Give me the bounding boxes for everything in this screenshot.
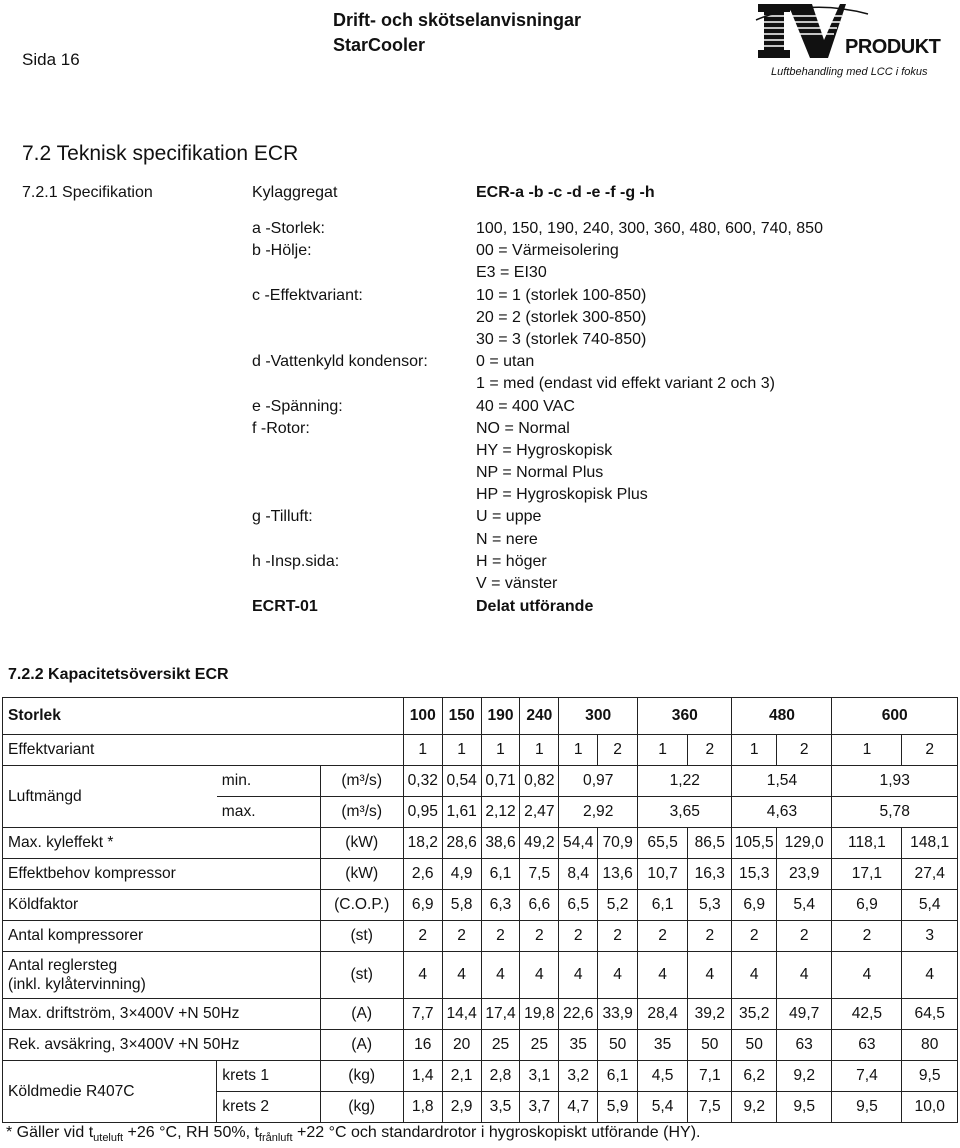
spec-row [252,440,823,462]
spec-value: 10 = 1 (storlek 100-850) [476,286,647,304]
table-cell: 63 [832,1030,902,1061]
table-cell: 2,8 [481,1061,520,1092]
table-cell: (m³/s) [320,766,403,797]
row-label: Max. kyleffekt * [3,828,321,859]
table-cell: 2 [902,735,958,766]
table-cell: 64,5 [902,999,958,1030]
table-cell: 5,9 [598,1092,638,1123]
document-title-line2: StarCooler [333,35,426,55]
table-cell: 1 [732,735,776,766]
table-cell: (st) [320,921,403,952]
table-cell: 42,5 [832,999,902,1030]
table-cell: 9,5 [832,1092,902,1123]
table-cell: 0,82 [520,766,559,797]
table-cell: 39,2 [688,999,732,1030]
table-cell: min. [217,766,320,797]
table-cell: 5,4 [776,890,832,921]
spec-row [252,506,823,528]
table-cell: (kg) [320,1061,403,1092]
table-cell: 2 [832,921,902,952]
table-cell: 16,3 [688,859,732,890]
table-cell: 600 [832,698,958,735]
spec-key [252,373,476,395]
table-cell: 33,9 [598,999,638,1030]
table-cell: 4,5 [638,1061,688,1092]
table-cell: 105,5 [732,828,776,859]
spec-key [252,262,476,284]
table-cell: 0,32 [403,766,442,797]
table-cell: 35 [638,1030,688,1061]
table-cell: 9,5 [902,1061,958,1092]
table-cell: 50 [598,1030,638,1061]
subsection-title: 7.2.1 Specifikation [22,184,153,201]
spec-key: e -Spänning: [252,397,343,415]
table-cell: 2,1 [442,1061,481,1092]
table-cell: 35,2 [732,999,776,1030]
table-cell: 38,6 [481,828,520,859]
table-row [3,859,958,890]
table-cell: 65,5 [638,828,688,859]
table-cell: 1,93 [832,766,958,797]
table-cell: 2,9 [442,1092,481,1123]
spec-value: E3 = EI30 [476,264,547,282]
table-cell: 0,97 [559,766,638,797]
spec-row [252,285,823,307]
table-cell: 3,2 [559,1061,598,1092]
spec-value: N = nere [476,530,538,548]
spec-key [252,440,476,462]
spec-value: 1 = med (endast vid effekt variant 2 och 3) [476,375,775,393]
table-row [3,952,958,999]
spec-row [252,484,823,506]
table-cell: 2 [776,735,832,766]
table-cell: 2,12 [481,797,520,828]
table-cell: 2 [638,921,688,952]
table-cell: 1 [638,735,688,766]
table-row [3,1061,958,1092]
spec-key [252,573,476,595]
table-cell: 4 [559,952,598,999]
capacity-table [2,697,958,1123]
spec-row [252,573,823,595]
table-cell: 4 [776,952,832,999]
table-cell: 7,7 [403,999,442,1030]
spec-row [252,551,823,573]
table-cell: (C.O.P.) [320,890,403,921]
table-cell: 6,5 [559,890,598,921]
table-cell: 6,6 [520,890,559,921]
table-cell: 8,4 [559,859,598,890]
document-title [333,8,581,58]
table-cell: 5,4 [902,890,958,921]
table-cell: 1,22 [638,766,732,797]
table-cell: 5,3 [688,890,732,921]
spec-row [252,329,823,351]
table-cell: 18,2 [403,828,442,859]
spec-list [252,218,823,618]
table-cell: (kW) [320,859,403,890]
spec-key [252,529,476,551]
spec-row [252,218,823,240]
table-cell: 28,6 [442,828,481,859]
subsection-group: Kylaggregat [252,184,338,201]
table-cell: 150 [442,698,481,735]
table-cell: krets 1 [217,1061,320,1092]
table-cell: 20 [442,1030,481,1061]
spec-key: f -Rotor: [252,419,310,437]
spec-key: a -Storlek: [252,220,325,237]
table-cell: 4,9 [442,859,481,890]
spec-value: HP = Hygroskopisk Plus [476,486,648,504]
table-cell: 1 [403,735,442,766]
footnote: * Gäller vid $t_{uteluft} +26$ °C, RH 50%, $t_{frånluft} +22$ °C och standardrotor i hygroskopiskt utförande (HY). [6,1124,701,1145]
table-row [3,999,958,1030]
spec-key [252,329,476,351]
table-cell: 25 [520,1030,559,1061]
table-cell: 10,0 [902,1092,958,1123]
table-cell: (kg) [320,1092,403,1123]
row-label: Luftmängd [3,766,217,828]
table-cell: 4 [403,952,442,999]
row-label: Köldfaktor [3,890,321,921]
table-row [3,828,958,859]
row-label: Antal reglersteg (inkl. kylåtervinning) [3,952,321,999]
table-cell: 360 [638,698,732,735]
capacity-title: 7.2.2 Kapacitetsöversikt ECR [8,666,229,683]
spec-value: 100, 150, 190, 240, 300, 360, 480, 600, 740, 850 [476,220,823,237]
table-cell: 49,2 [520,828,559,859]
table-cell: 1 [559,735,598,766]
spec-value: 30 = 3 (storlek 740-850) [476,330,647,348]
table-cell: 9,2 [776,1061,832,1092]
table-cell: (A) [320,999,403,1030]
table-cell: 19,8 [520,999,559,1030]
table-row [3,766,958,797]
table-cell: 4 [688,952,732,999]
table-cell: (A) [320,1030,403,1061]
table-cell: 1,54 [732,766,832,797]
table-cell: 100 [403,698,442,735]
table-cell: 300 [559,698,638,735]
spec-value: HY = Hygroskopisk [476,441,613,459]
spec-value: 0 = utan [476,353,535,371]
table-cell: 23,9 [776,859,832,890]
table-cell: 4 [442,952,481,999]
table-cell: 63 [776,1030,832,1061]
table-cell: 0,95 [403,797,442,828]
spec-key: h -Insp.sida: [252,552,340,570]
table-cell: 2 [776,921,832,952]
table-cell: 3,65 [638,797,732,828]
page-number: Sida 16 [22,50,80,69]
table-row [3,890,958,921]
table-cell: 129,0 [776,828,832,859]
table-cell: 10,7 [638,859,688,890]
spec-row [252,396,823,418]
spec-value: 00 = Värmeisolering [476,242,619,260]
spec-value: 20 = 2 (storlek 300-850) [476,308,647,326]
logo-tagline: Luftbehandling med LCC i fokus [771,66,928,78]
table-cell: 2 [688,735,732,766]
table-cell: 17,1 [832,859,902,890]
table-cell: 28,4 [638,999,688,1030]
table-cell: 14,4 [442,999,481,1030]
table-cell: 2 [598,735,638,766]
table-cell: 148,1 [902,828,958,859]
spec-row [252,307,823,329]
table-cell: 5,8 [442,890,481,921]
table-cell: 2,92 [559,797,638,828]
table-cell: 4,63 [732,797,832,828]
row-label: Storlek [3,698,404,735]
table-cell: 16 [403,1030,442,1061]
table-cell: 5,4 [638,1092,688,1123]
table-cell: 6,1 [638,890,688,921]
table-cell: 50 [732,1030,776,1061]
spec-value: NO = Normal [476,419,570,437]
spec-value: V = vänster [476,575,558,592]
table-cell: 54,4 [559,828,598,859]
table-cell: 2,6 [403,859,442,890]
table-cell: 25 [481,1030,520,1061]
spec-value: H = höger [476,552,547,570]
spec-row [252,373,823,395]
table-cell: 7,5 [688,1092,732,1123]
table-cell: 6,3 [481,890,520,921]
table-cell: 4 [832,952,902,999]
table-cell: 480 [732,698,832,735]
table-cell: krets 2 [217,1092,320,1123]
table-cell: 2 [559,921,598,952]
table-cell: 2 [688,921,732,952]
table-cell: max. [217,797,320,828]
table-cell: 1 [481,735,520,766]
row-label: Rek. avsäkring, 3×400V +N 50Hz [3,1030,321,1061]
table-cell: 4 [520,952,559,999]
table-cell: 4 [598,952,638,999]
spec-value: Delat utförande [476,598,594,616]
table-cell: 4 [638,952,688,999]
table-cell: (st) [320,952,403,999]
table-row [3,735,958,766]
row-label: Effektvariant [3,735,404,766]
table-cell: 4 [732,952,776,999]
spec-key: g -Tilluft: [252,508,313,526]
table-cell: 9,2 [732,1092,776,1123]
table-cell: (kW) [320,828,403,859]
table-row [3,698,958,735]
spec-key: ECRT-01 [252,598,318,616]
row-label: Antal kompressorer [3,921,321,952]
table-row [3,921,958,952]
table-cell: 6,1 [481,859,520,890]
row-label: Max. driftström, 3×400V +N 50Hz [3,999,321,1030]
spec-row [252,462,823,484]
table-cell: 0,71 [481,766,520,797]
spec-row [252,529,823,551]
table-cell: 6,2 [732,1061,776,1092]
table-cell: 190 [481,698,520,735]
table-cell: 9,5 [776,1092,832,1123]
table-cell: 49,7 [776,999,832,1030]
table-cell: 4,7 [559,1092,598,1123]
table-cell: 6,9 [403,890,442,921]
spec-key: b -Hölje: [252,242,312,260]
section-title: 7.2 Teknisk specifikation ECR [22,142,299,165]
table-row [3,1030,958,1061]
table-cell: 240 [520,698,559,735]
table-cell: 1,8 [403,1092,442,1123]
table-cell: 2,47 [520,797,559,828]
table-cell: 17,4 [481,999,520,1030]
spec-value: U = uppe [476,508,542,526]
table-cell: (m³/s) [320,797,403,828]
table-cell: 50 [688,1030,732,1061]
table-cell: 0,54 [442,766,481,797]
table-cell: 86,5 [688,828,732,859]
spec-key [252,462,476,484]
logo-wordmark: PRODUKT [845,36,941,58]
table-cell: 3,5 [481,1092,520,1123]
table-cell: 22,6 [559,999,598,1030]
table-cell: 2 [598,921,638,952]
table-cell: 13,6 [598,859,638,890]
table-cell: 5,78 [832,797,958,828]
row-label: Effektbehov kompressor [3,859,321,890]
table-cell: 6,9 [732,890,776,921]
spec-key [252,307,476,329]
table-cell: 4 [902,952,958,999]
table-cell: 1 [520,735,559,766]
spec-value: NP = Normal Plus [476,464,604,482]
table-cell: 118,1 [832,828,902,859]
table-cell: 2 [481,921,520,952]
table-cell: 5,2 [598,890,638,921]
spec-value: 40 = 400 VAC [476,397,575,415]
table-cell: 2 [442,921,481,952]
table-cell: 6,9 [832,890,902,921]
table-cell: 1 [442,735,481,766]
spec-key: d -Vattenkyld kondensor: [252,353,428,371]
model-code: ECR-a -b -c -d -e -f -g -h [476,184,655,201]
spec-key: c -Effektvariant: [252,286,363,304]
table-cell: 2 [403,921,442,952]
document-title-line1: Drift- och skötselanvisningar [333,10,582,30]
table-cell: 3 [902,921,958,952]
table-cell: 7,5 [520,859,559,890]
spec-row-ecrt [252,596,823,618]
spec-row [252,418,823,440]
table-cell: 2 [520,921,559,952]
row-label: Köldmedie R407C [3,1061,217,1123]
table-cell: 1,61 [442,797,481,828]
spec-key [252,484,476,506]
spec-row [252,351,823,373]
table-cell: 3,7 [520,1092,559,1123]
table-cell: 80 [902,1030,958,1061]
table-cell: 1 [832,735,902,766]
table-cell: 70,9 [598,828,638,859]
table-cell: 15,3 [732,859,776,890]
table-cell: 2 [732,921,776,952]
table-cell: 35 [559,1030,598,1061]
spec-row [252,262,823,284]
table-cell: 4 [481,952,520,999]
table-cell: 7,1 [688,1061,732,1092]
table-cell: 1,4 [403,1061,442,1092]
table-cell: 3,1 [520,1061,559,1092]
table-cell: 7,4 [832,1061,902,1092]
spec-row [252,240,823,262]
table-cell: 27,4 [902,859,958,890]
table-cell: 6,1 [598,1061,638,1092]
